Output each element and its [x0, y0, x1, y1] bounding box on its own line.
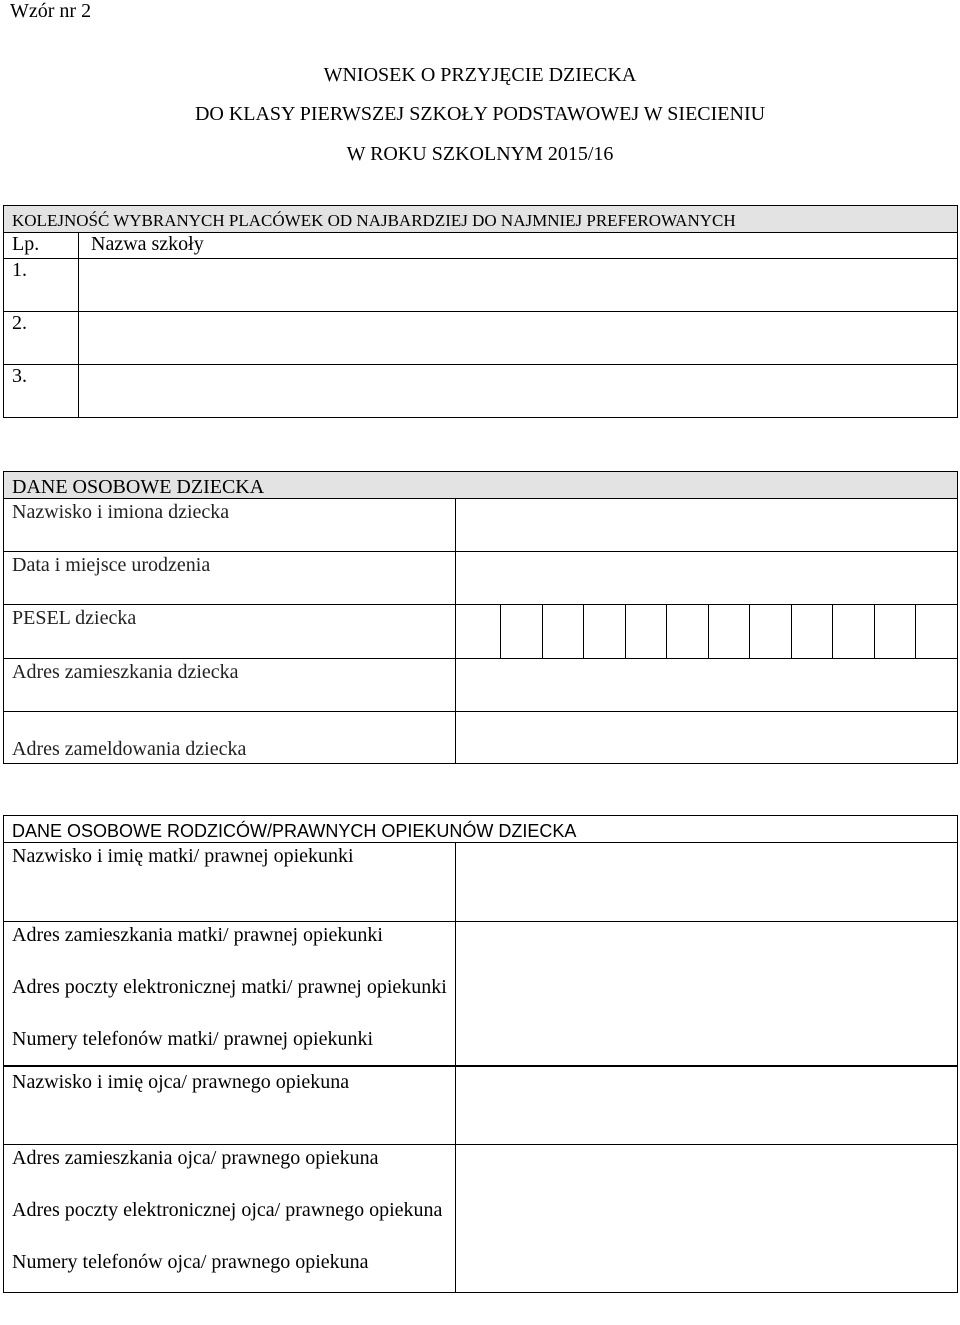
pesel-digit-box[interactable] — [915, 605, 957, 658]
schools-heading: KOLEJNOŚĆ WYBRANYCH PLACÓWEK OD NAJBARDZIEJ DO NAJMNIEJ PREFEROWANYCH — [4, 206, 958, 233]
parents-data-table — [3, 815, 958, 1293]
father-name-field[interactable] — [456, 1066, 958, 1145]
child-pesel-field — [456, 605, 958, 659]
pesel-digit-box[interactable] — [749, 605, 791, 658]
school-name-column-header: Nazwa szkoły — [79, 233, 958, 259]
father-phone-label: Numery telefonów ojca/ prawnego opiekuna — [4, 1249, 456, 1293]
pesel-digit-box[interactable] — [625, 605, 667, 658]
school-row-number: 2. — [4, 312, 79, 365]
form-number: Wzór nr 2 — [10, 0, 92, 22]
father-phone-field[interactable] — [456, 1249, 958, 1293]
mother-address-field[interactable] — [456, 922, 958, 974]
child-name-label: Nazwisko i imiona dziecka — [4, 499, 456, 552]
child-address-label: Adres zamieszkania dziecka — [4, 659, 456, 712]
mother-name-label: Nazwisko i imię matki/ prawnej opiekunki — [4, 843, 456, 922]
schools-preference-table — [3, 205, 958, 418]
father-email-field[interactable] — [456, 1197, 958, 1249]
pesel-digit-box[interactable] — [501, 605, 542, 658]
mother-phone-field[interactable] — [456, 1026, 958, 1066]
pesel-digit-box[interactable] — [874, 605, 916, 658]
child-registered-address-label: Adres zameldowania dziecka — [4, 712, 456, 764]
child-data-heading: DANE OSOBOWE DZIECKA — [4, 472, 958, 499]
parents-data-heading: DANE OSOBOWE RODZICÓW/PRAWNYCH OPIEKUNÓW DZIECKA — [4, 816, 958, 843]
lp-column-header: Lp. — [4, 233, 79, 259]
pesel-digit-box[interactable] — [666, 605, 708, 658]
child-birth-field[interactable] — [456, 552, 958, 605]
child-data-table — [3, 471, 958, 764]
mother-name-field[interactable] — [456, 843, 958, 922]
mother-email-label: Adres poczty elektronicznej matki/ prawnej opiekunki — [4, 974, 456, 1026]
mother-address-label: Adres zamieszkania matki/ prawnej opiekunki — [4, 922, 456, 974]
pesel-digit-box[interactable] — [542, 605, 584, 658]
mother-email-field[interactable] — [456, 974, 958, 1026]
school-name-field-3[interactable] — [79, 365, 958, 418]
school-name-field-2[interactable] — [79, 312, 958, 365]
father-address-label: Adres zamieszkania ojca/ prawnego opiekuna — [4, 1145, 456, 1197]
form-title-line-1: WNIOSEK O PRZYJĘCIE DZIECKA — [323, 64, 637, 86]
pesel-digit-box[interactable] — [583, 605, 625, 658]
child-pesel-label: PESEL dziecka — [4, 605, 456, 659]
child-name-field[interactable] — [456, 499, 958, 552]
child-birth-label: Data i miejsce urodzenia — [4, 552, 456, 605]
father-email-label: Adres poczty elektronicznej ojca/ prawnego opiekuna — [4, 1197, 456, 1249]
form-title-line-2: DO KLASY PIERWSZEJ SZKOŁY PODSTAWOWEJ W SIECIENIU — [194, 103, 766, 125]
pesel-digit-box[interactable] — [708, 605, 750, 658]
pesel-digit-box[interactable] — [791, 605, 833, 658]
father-address-field[interactable] — [456, 1145, 958, 1197]
child-address-field[interactable] — [456, 659, 958, 712]
school-name-field-1[interactable] — [79, 259, 958, 312]
school-row-number: 1. — [4, 259, 79, 312]
school-row-number: 3. — [4, 365, 79, 418]
pesel-digit-box[interactable] — [832, 605, 874, 658]
child-registered-address-field[interactable] — [456, 712, 958, 764]
mother-phone-label: Numery telefonów matki/ prawnej opiekunki — [4, 1026, 456, 1066]
form-title-line-3: W ROKU SZKOLNYM 2015/16 — [346, 143, 614, 165]
father-name-label: Nazwisko i imię ojca/ prawnego opiekuna — [4, 1066, 456, 1145]
